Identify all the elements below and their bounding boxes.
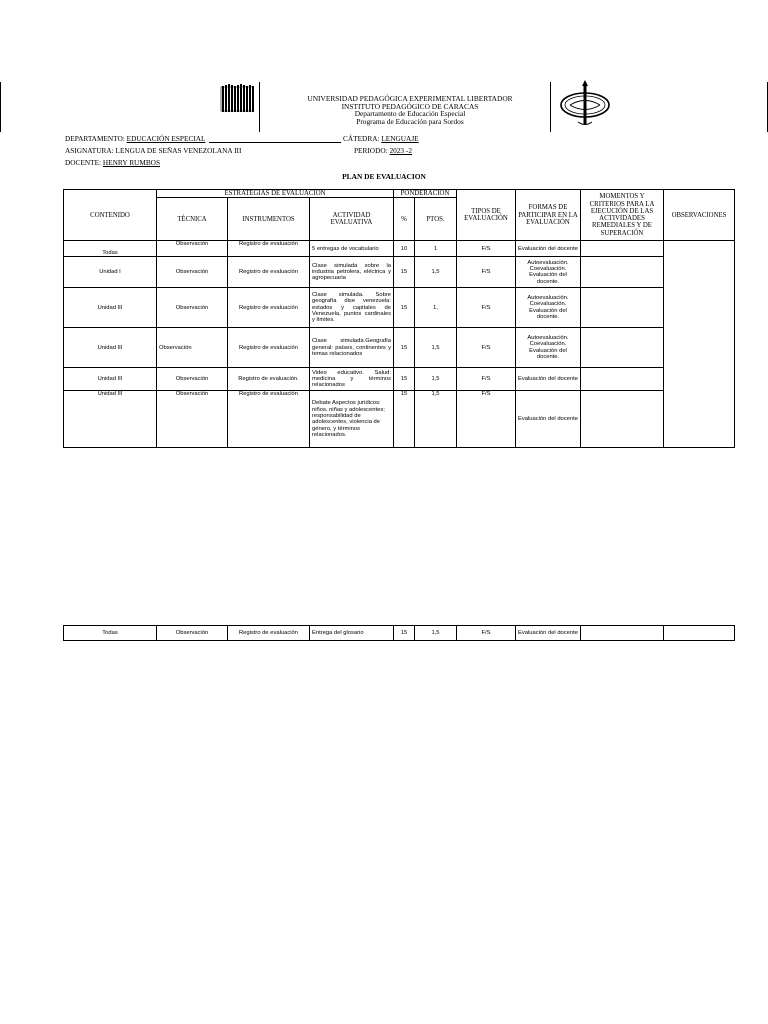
cell-tipo: F/S xyxy=(457,328,516,368)
cell-porcentaje: 10 xyxy=(394,241,415,257)
cell-tecnica: Observación xyxy=(157,241,228,257)
cell-momentos xyxy=(581,257,664,288)
periodo-field xyxy=(354,146,412,155)
table-row xyxy=(64,328,735,368)
cell-ptos: 1,5 xyxy=(415,328,457,368)
cell-momentos xyxy=(581,626,664,641)
cell-contenido: Unidad III xyxy=(64,328,157,368)
cell-contenido: Todas xyxy=(64,626,157,641)
cell-instrumento: Registro de evaluación xyxy=(228,391,310,448)
docente-value: HENRY RUMBOS xyxy=(102,158,161,167)
cell-tipo: F/S xyxy=(457,257,516,288)
departamento-field xyxy=(65,134,205,143)
cell-momentos xyxy=(581,241,664,257)
docente-label: DOCENTE: xyxy=(65,158,102,167)
cell-ptos: 1,5 xyxy=(415,391,457,448)
document-title: PLAN DE EVALUACION xyxy=(342,172,426,181)
header-tipos: TIPOS DE EVALUACIÓN xyxy=(457,190,516,241)
header-ponderacion: PONDERACIÓN xyxy=(394,190,457,198)
cell-formas: Autoevaluación. Coevaluación. Evaluación del docente. xyxy=(516,328,581,368)
cell-contenido: Unidad III xyxy=(64,288,157,328)
cell-tecnica: Observación xyxy=(157,328,228,368)
asignatura-value: LENGUA DE SEÑAS VENEZOLANA III xyxy=(115,146,242,155)
docente-field xyxy=(65,158,160,167)
cell-contenido: Todas xyxy=(64,241,157,257)
header-contenido: CONTENIDO xyxy=(64,190,157,241)
cell-tecnica: Observación xyxy=(157,257,228,288)
header-right-rule xyxy=(550,82,551,132)
cell-porcentaje: 15 xyxy=(394,626,415,641)
cell-actividad: Video educativo. Salud: medicina y términos relacionados xyxy=(310,368,394,391)
cell-tecnica: Observación xyxy=(157,391,228,448)
periodo-value: 2023 -2 xyxy=(389,146,412,155)
left-edge-rule xyxy=(0,82,1,132)
departamento-label: DEPARTAMENTO: xyxy=(65,134,125,143)
evaluation-plan-table xyxy=(63,189,735,448)
header-porcentaje: % xyxy=(394,198,415,241)
cell-porcentaje: 15 xyxy=(394,328,415,368)
cell-ptos: 1,5 xyxy=(415,257,457,288)
table-row xyxy=(64,241,735,257)
table-row xyxy=(64,257,735,288)
cell-actividad: Entrega del glosario xyxy=(310,626,394,641)
university-logo xyxy=(219,83,255,113)
catedra-field xyxy=(343,134,419,143)
header-instrumentos: INSTRUMENTOS xyxy=(228,198,310,241)
cell-tipo: F/S xyxy=(457,391,516,448)
header-line-3: Departamento de Educación Especial xyxy=(354,109,466,119)
cell-formas: Autoevaluación. Coevaluación. Evaluación del docente. xyxy=(516,257,581,288)
asignatura-label: ASIGNATURA: xyxy=(65,146,114,155)
cell-observaciones xyxy=(664,241,735,448)
catedra-label: CÁTEDRA: xyxy=(343,134,380,143)
header-line-4: Programa de Educación para Sordos xyxy=(356,116,464,126)
catedra-value: LENGUAJE xyxy=(381,134,419,143)
cell-porcentaje: 15 xyxy=(394,257,415,288)
cell-tipo: F/S xyxy=(457,288,516,328)
header-actividad: ACTIVIDAD EVALUATIVA xyxy=(310,198,394,241)
cell-formas: Evaluación del docente xyxy=(516,241,581,257)
header-tecnica: TÉCNICA xyxy=(157,198,228,241)
cell-tipo: F/S xyxy=(457,626,516,641)
cell-momentos xyxy=(581,328,664,368)
departamento-underline xyxy=(209,142,341,143)
table-row xyxy=(64,288,735,328)
table-row xyxy=(64,391,735,448)
cell-instrumento: Registro de evaluación xyxy=(228,328,310,368)
periodo-label: PERIODO: xyxy=(354,146,388,155)
cell-ptos: 1, xyxy=(415,288,457,328)
cell-instrumento: Registro de evaluación. xyxy=(228,368,310,391)
cell-ptos: 1 xyxy=(415,241,457,257)
cell-tipo: F/S xyxy=(457,368,516,391)
evaluation-plan-extra-row xyxy=(63,625,735,641)
cell-formas: Autoevaluación. Coevaluación. Evaluación del docente. xyxy=(516,288,581,328)
header-formas: FORMAS DE PARTICIPAR EN LA EVALUACIÓN xyxy=(516,190,581,241)
cell-formas: Evaluación del docente xyxy=(516,626,581,641)
cell-tipo: F/S xyxy=(457,241,516,257)
cell-tecnica: Observación xyxy=(157,288,228,328)
header-momentos: MOMENTOS Y CRITERIOS PARA LA EJECUCIÓN DE LAS ACTIVIDADES REMEDIALES Y DE SUPERACIÓN xyxy=(581,190,664,241)
cell-observaciones xyxy=(664,626,735,641)
header-line-1: UNIVERSIDAD PEDAGÓGICA EXPERIMENTAL LIBERTADOR xyxy=(307,94,513,103)
header-ptos: PTOS. xyxy=(415,198,457,241)
cell-instrumento: Registro de evaluación xyxy=(228,288,310,328)
cell-instrumento: Registro de evaluación xyxy=(228,626,310,641)
cell-actividad: Clase simulada.Geografía general: países, continentes y temas relacionados xyxy=(310,328,394,368)
cell-instrumento: Registro de evaluación xyxy=(228,257,310,288)
cell-contenido: Unidad III xyxy=(64,368,157,391)
cell-momentos xyxy=(581,391,664,448)
cell-porcentaje: 15 xyxy=(394,368,415,391)
header-observaciones: OBSERVACIONES xyxy=(664,190,735,241)
cell-porcentaje: 15 xyxy=(394,288,415,328)
cell-actividad: 5 entregas de vocabulario xyxy=(310,241,394,257)
asignatura-field xyxy=(65,146,241,155)
table-row xyxy=(64,368,735,391)
cell-actividad: Clase simulada sobre la industria petrolera, eléctrica y agropecuaria xyxy=(310,257,394,288)
table-row xyxy=(64,626,735,641)
cell-ptos: 1,5 xyxy=(415,368,457,391)
institution-header xyxy=(290,95,530,125)
cell-ptos: 1,5 xyxy=(415,626,457,641)
departamento-value: EDUCACIÓN ESPECIAL xyxy=(126,134,206,143)
cell-contenido: Unidad III xyxy=(64,391,157,448)
cell-actividad: Clase simulada. Sobre geografía dise venezuela: estados y capitales de Venezuela, puntos cardinales y límites. xyxy=(310,288,394,328)
cell-formas: Evaluación del docente xyxy=(516,368,581,391)
header-estrategias: ESTRATEGIAS DE EVALUACIÓN xyxy=(157,190,394,198)
cell-formas: Evaluación del docente xyxy=(516,391,581,448)
header-line-2: INSTITUTO PEDAGÓGICO DE CARACAS xyxy=(341,101,479,111)
cell-tecnica: Observación xyxy=(157,626,228,641)
cell-contenido: Unidad I xyxy=(64,257,157,288)
cell-porcentaje: 15 xyxy=(394,391,415,448)
cell-actividad: Debate Aspectos jurídicos: niños, niñas y adolescentes; responsabilidad de adolescentes, violencia de género, y términos relacionados. xyxy=(310,391,394,448)
header-left-rule xyxy=(259,82,260,132)
cell-tecnica: Observación xyxy=(157,368,228,391)
cell-momentos xyxy=(581,368,664,391)
institute-seal xyxy=(556,78,614,130)
cell-instrumento: Registro de evaluación xyxy=(228,241,310,257)
cell-momentos xyxy=(581,288,664,328)
